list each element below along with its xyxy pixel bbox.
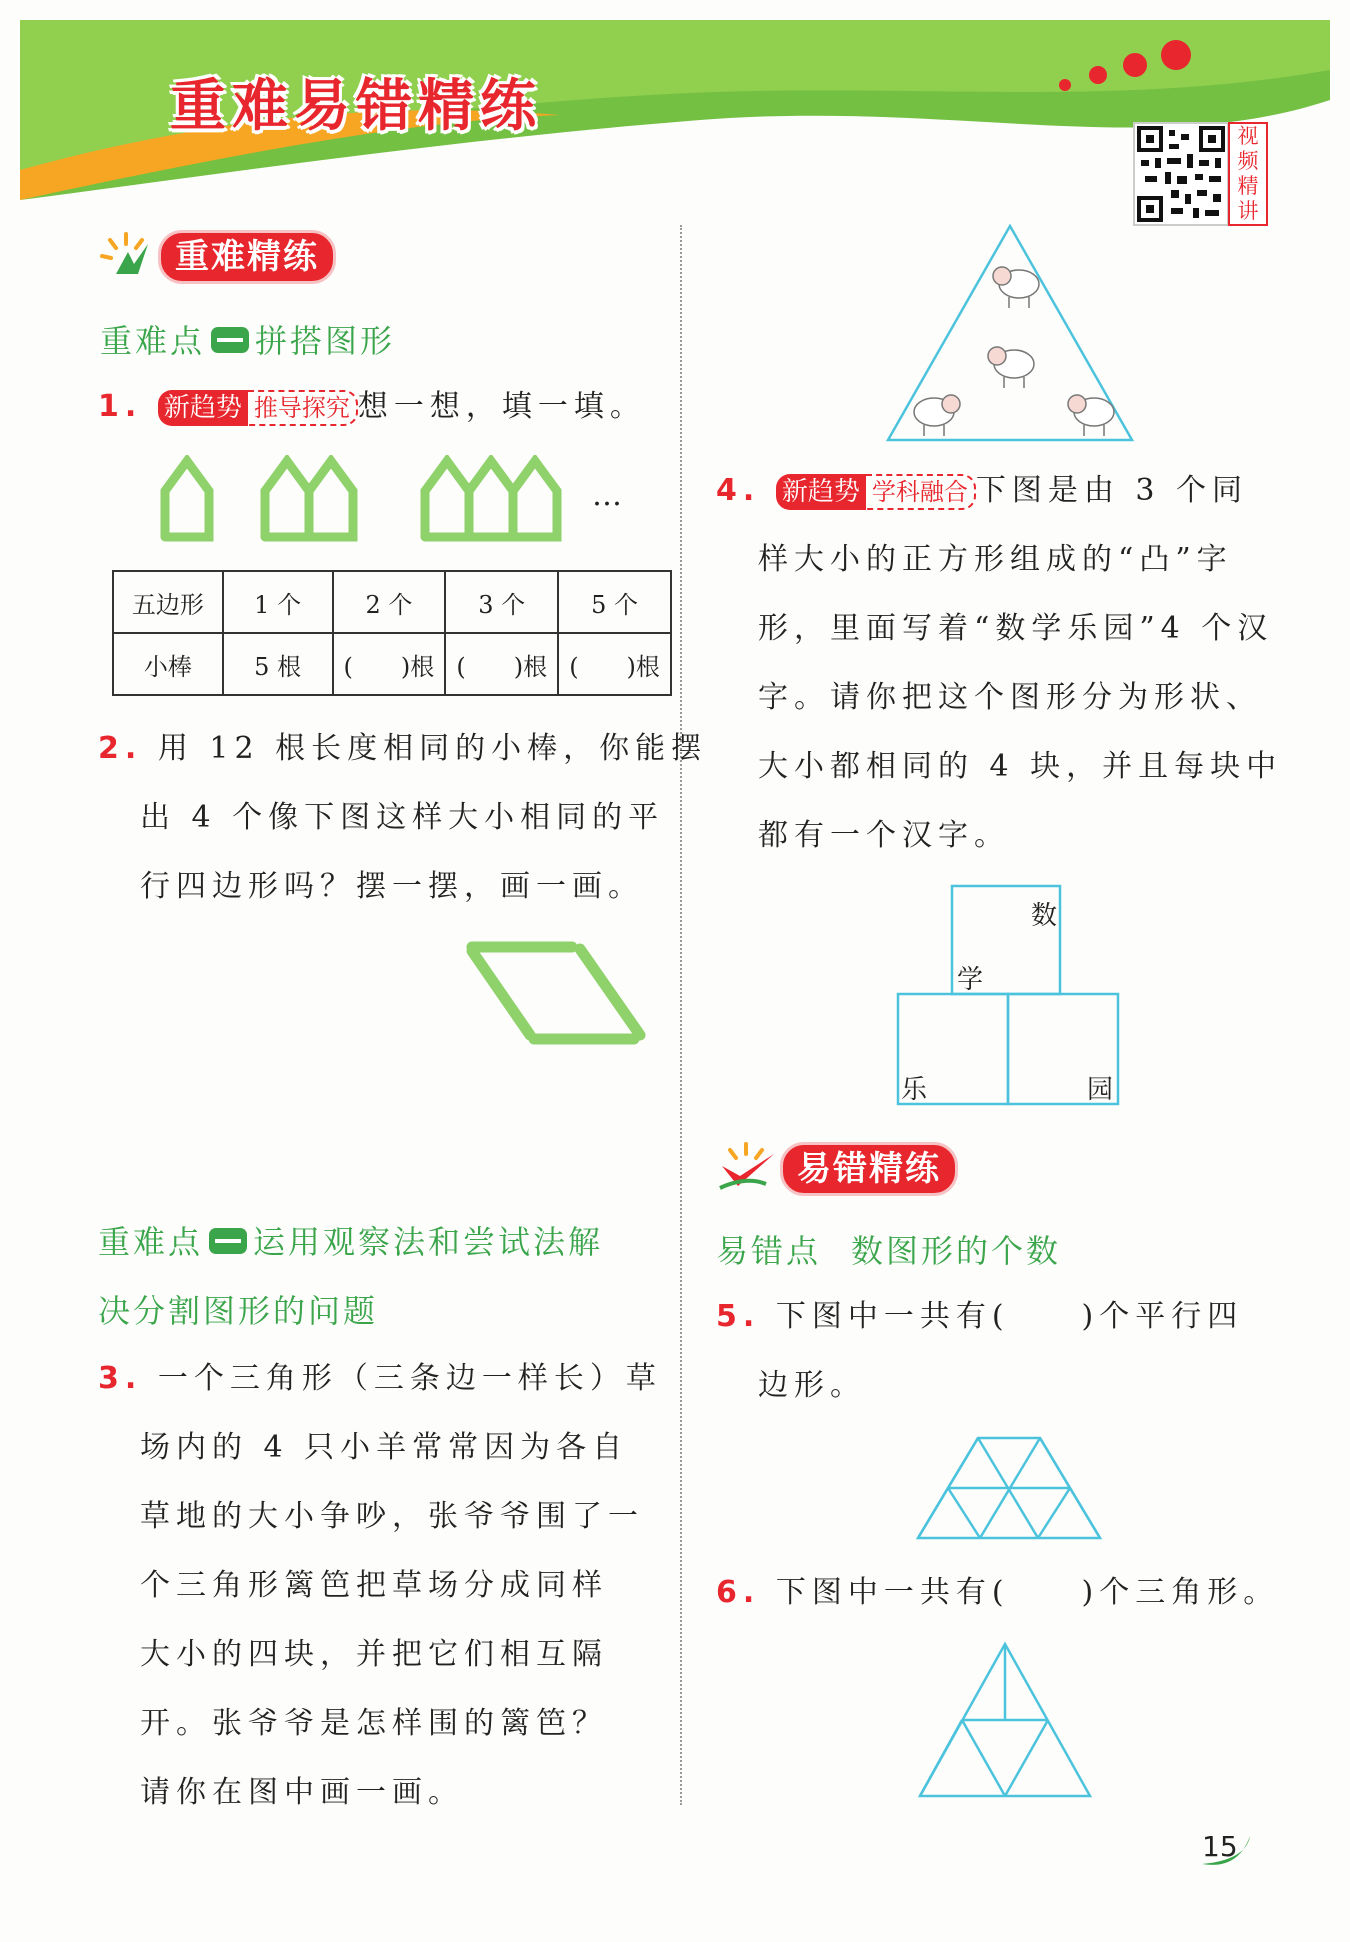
topic-1 — [100, 316, 395, 362]
sheep-icon — [993, 267, 1039, 308]
qr-tag-char: 频 — [1237, 149, 1259, 173]
question-line: 一个三角形（三条边一样长）草 — [157, 1361, 662, 1396]
topic-prefix: 易错点 — [716, 1232, 822, 1270]
question-line: 字。请你把这个图形分为形状、 — [758, 680, 1262, 715]
question-4 — [716, 456, 1282, 870]
char-le: 乐 — [900, 1075, 928, 1105]
nested-triangle-figure[interactable] — [916, 1640, 1094, 1800]
topic-text: 拼搭图形 — [255, 322, 396, 360]
qr-tag-char: 视 — [1237, 124, 1259, 148]
page-number: 15 — [1202, 1830, 1238, 1863]
trend-tag: 新趋势 — [158, 390, 248, 426]
question-line: 用 12 根长度相同的小棒，你能摆 — [157, 731, 708, 766]
topic-text: 运用观察法和尝试法解 — [253, 1223, 604, 1261]
question-line: 个三角形篱笆把草场分成同样 — [140, 1568, 608, 1603]
type-tag: 推导探究 — [248, 390, 358, 426]
checkmark-icon — [716, 1140, 780, 1192]
question-number: 5. — [716, 1299, 761, 1334]
trend-tag: 新趋势 — [776, 474, 866, 510]
table-cell: 2 个 — [333, 571, 446, 633]
sheep-triangle-figure[interactable] — [884, 222, 1136, 444]
section-error: 易错精练 — [780, 1142, 958, 1196]
burst-icon — [98, 230, 156, 278]
question-line: 下图中一共有( )个三角形。 — [775, 1575, 1280, 1610]
char-xue: 学 — [956, 965, 984, 995]
sheep-icon — [988, 347, 1034, 388]
question-number: 4. — [716, 473, 761, 508]
question-1 — [98, 372, 646, 441]
question-line: 样大小的正方形组成的“凸”字 — [758, 542, 1233, 577]
banner-title: 重难易错精练 — [170, 74, 542, 139]
question-line: 草地的大小争吵，张爷爷围了一 — [140, 1499, 644, 1534]
topic-number-one — [211, 327, 249, 353]
question-5 — [716, 1282, 1243, 1420]
question-line: 请你在图中画一画。 — [140, 1775, 464, 1810]
table-cell: 五边形 — [113, 571, 223, 633]
topic-2 — [98, 1208, 603, 1346]
question-line: 形，里面写着“数学乐园”4 个汉 — [758, 611, 1274, 646]
type-tag: 学科融合 — [866, 474, 976, 510]
question-line: 边形。 — [758, 1368, 866, 1403]
qr-tag-char: 讲 — [1237, 199, 1259, 223]
char-shu: 数 — [1030, 901, 1058, 931]
question-number: 6. — [716, 1575, 761, 1610]
question-text: 想一想，填一填。 — [357, 389, 646, 424]
question-line: 下图是由 3 个同 — [975, 473, 1249, 508]
qr-tag-char: 精 — [1237, 174, 1259, 198]
question-line: 出 4 个像下图这样大小相同的平 — [140, 800, 665, 835]
sheep-icon — [1068, 395, 1114, 436]
table-cell: 小棒 — [113, 633, 223, 695]
question-number: 1. — [98, 389, 143, 424]
question-line: 行四边形吗？摆一摆，画一画。 — [140, 869, 644, 904]
topic-prefix: 重难点 — [98, 1223, 204, 1261]
question-line: 开。张爷爷是怎样围的篱笆？ — [140, 1706, 608, 1741]
table-row — [113, 571, 671, 633]
question-line: 下图中一共有( )个平行四 — [775, 1299, 1244, 1334]
section-hard: 重难精练 — [158, 230, 336, 284]
question-line: 大小的四块，并把它们相互隔 — [140, 1637, 608, 1672]
question-2 — [98, 714, 707, 921]
question-line: 大小都相同的 4 块，并且每块中 — [758, 749, 1283, 784]
answer-cell[interactable]: ( )根 — [445, 633, 558, 695]
table-cell: 3 个 — [445, 571, 558, 633]
topic-3 — [716, 1226, 1061, 1272]
video-tag[interactable] — [1228, 122, 1268, 226]
ellipsis: … — [592, 478, 622, 513]
topic-text: 决分割图形的问题 — [98, 1292, 379, 1330]
table-cell: 5 根 — [223, 633, 333, 695]
question-number: 3. — [98, 1361, 143, 1396]
topic-text: 数图形的个数 — [851, 1232, 1062, 1270]
pentagon-stick-figures — [155, 455, 635, 545]
qr-code[interactable] — [1133, 122, 1229, 226]
question-number: 2. — [98, 731, 143, 766]
question-6 — [716, 1558, 1279, 1627]
question-line: 场内的 4 只小羊常常因为各自 — [140, 1430, 629, 1465]
answer-cell[interactable]: ( )根 — [333, 633, 446, 695]
table-cell: 5 个 — [558, 571, 671, 633]
table-row — [113, 633, 671, 695]
trapezoid-triangles-figure[interactable] — [914, 1434, 1104, 1542]
column-divider — [680, 225, 682, 1805]
sheep-icon — [914, 395, 960, 436]
question-line: 都有一个汉字。 — [758, 818, 1010, 853]
char-yuan: 园 — [1086, 1075, 1114, 1105]
question-3 — [98, 1344, 662, 1827]
convex-shape-figure[interactable] — [896, 882, 1122, 1108]
topic-number-two — [209, 1228, 247, 1254]
answer-cell[interactable]: ( )根 — [558, 633, 671, 695]
parallelogram-sticks — [462, 935, 652, 1050]
stick-table — [112, 570, 672, 696]
table-cell: 1 个 — [223, 571, 333, 633]
topic-prefix: 重难点 — [100, 322, 206, 360]
